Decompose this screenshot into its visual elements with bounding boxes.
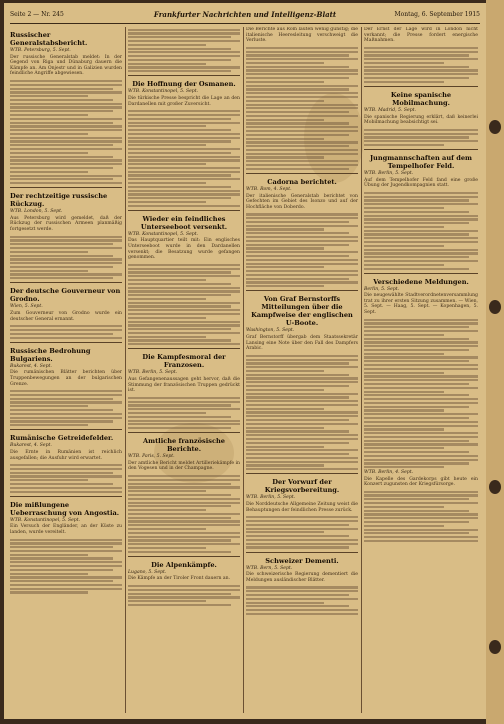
article-text: Die schweizerische Regierung dementiert die Meldungen ausländischer Blätter. — [246, 572, 358, 583]
text-filler — [364, 47, 478, 83]
article-byline: Bukarest, 4. Sept. — [10, 443, 52, 449]
article-separator — [246, 290, 358, 291]
text-filler — [364, 319, 478, 469]
article-separator — [128, 432, 240, 433]
article-byline: WTB. Berlin, 4. Sept. — [364, 469, 414, 475]
article-text: Graf Bernstorff übergab dem Staatssekretär Lansing eine Note über den Fall des Dampfers Arabic. — [246, 334, 358, 352]
article-separator — [364, 149, 478, 150]
article-text: Ein Versuch der Engländer, an der Küste zu landen, wurde vereitelt. — [10, 524, 122, 535]
column-1 — [10, 27, 122, 715]
text-filler — [10, 539, 122, 594]
article-title: Wieder ein feindliches Unterseeboot versenkt. — [140, 214, 228, 231]
article-text: Die neugewählte Stadtverordnetenversammlung trat zu ihrer ersten Sitzung zusammen. — Wien, 5. Sept. — Haag, 5. Sept. — Kopenhagen, 5. Sept. — [364, 293, 478, 316]
text-filler — [128, 110, 240, 207]
article-byline: WTB. London, 5. Sept. — [10, 209, 63, 215]
article-title: Schweizer Dementi. — [265, 556, 339, 565]
article-separator — [364, 86, 478, 87]
article-byline: WTB. Petersburg, 5. Sept. — [10, 48, 71, 53]
article-title: Russischer Generalstabsbericht. — [10, 31, 88, 47]
text-filler — [128, 475, 240, 553]
text-filler — [364, 491, 478, 542]
text-filler — [364, 129, 478, 146]
column-4 — [364, 27, 478, 715]
article-byline: Wien, 5. Sept. — [10, 304, 43, 310]
newspaper-page — [4, 3, 486, 719]
header-date: Montag, 6. September 1915 — [394, 11, 480, 18]
article-byline: WTB. Berlin, 5. Sept. — [128, 370, 178, 376]
article-byline: Bukarest, 4. Sept. — [10, 363, 52, 369]
column-rule — [243, 27, 244, 713]
article-title: Von Graf Bernstorffs Mitteilungen über die Kampfweise der englischen U-Boote. — [251, 295, 353, 328]
article-separator — [10, 342, 122, 343]
article-separator — [246, 473, 358, 474]
article-text: Die türkische Presse bespricht die Lage an den Dardanellen mit großer Zuversicht. — [128, 95, 240, 107]
article-byline: WTB. Konstantinopel, 5. Sept. — [128, 231, 199, 237]
article-byline: Lugano, 5. Sept. — [128, 569, 167, 575]
article-byline: WTB. Paris, 5. Sept. — [128, 454, 175, 460]
article-text: Die spanische Regierung erklärt, daß keinerlei Mobilmachung beabsichtigt sei. — [364, 114, 478, 126]
article-text: Der Ernst der Lage wird in London nicht verkannt; die Presse fordert energische Maßnahmen. — [364, 27, 478, 44]
text-filler — [246, 213, 358, 287]
article-separator — [10, 282, 122, 283]
article-title: Russische Bedrohung Bulgariens. — [10, 346, 91, 363]
article-separator — [128, 210, 240, 211]
article-title: Amtliche französische Berichte. — [143, 437, 225, 454]
article-title: Die Hoffnung der Osmanen. — [132, 80, 236, 89]
page-header — [10, 9, 480, 24]
binding-hole — [489, 120, 501, 134]
article-text: Auf dem Tempelhofer Feld fand eine große Übung der Jugendkompagnien statt. — [364, 177, 478, 189]
article-title: Rumänische Getreidefelder. — [10, 434, 114, 443]
article-title: Verschiedene Meldungen. — [373, 277, 469, 286]
article-text: Die Kämpfe an der Tiroler Front dauern an. — [128, 576, 231, 582]
article-text: Die Kapelle des Gardekorps gibt heute ein Konzert zugunsten der Kriegsfürsorge. — [364, 476, 478, 488]
article-title: Der deutsche Gouverneur von Grodno. — [10, 287, 121, 304]
article-separator — [246, 173, 358, 174]
text-filler — [128, 397, 240, 429]
article-text: Die Ernte in Rumänien ist reichlich ausgefallen; die Ausfuhr wird erwartet. — [10, 449, 122, 461]
article-text: Der italienische Generalstab berichtet von Gefechten im Gebiet des Isonzo und auf der Hochfläche von Doberdo. — [246, 193, 358, 210]
text-filler — [246, 516, 358, 548]
article-text: Die Norddeutsche Allgemeine Zeitung weist die Behauptungen der feindlichen Presse zurück. — [246, 501, 358, 513]
article-separator — [10, 187, 122, 188]
text-filler — [10, 236, 122, 280]
article-separator — [10, 429, 122, 430]
article-byline: WTB. Berlin, 5. Sept. — [246, 495, 296, 501]
article-byline: WTB. Bern, 5. Sept. — [246, 565, 293, 571]
text-filler — [10, 464, 122, 493]
article-title: Der Vorwurf der Kriegsvorbereitung. — [264, 478, 340, 495]
article-byline: WTB. Berlin, 5. Sept. — [364, 171, 414, 177]
article-title: Jungmannschaften auf dem Tempelhofer Feld. — [369, 154, 473, 171]
article-text: Der russische Generalstab meldet: In der Gegend von Riga und Dünaburg dauern die Kämpfe an. Am Onjestr und in Galizien wurden feindliche Angriffe abgewiesen. — [10, 54, 122, 77]
article-text: Die Berichte aus Rom lauten wenig günstig; die italienische Heeresleitung verschweigt die Verluste. — [246, 27, 358, 44]
binding-hole — [489, 640, 501, 654]
text-filler — [128, 585, 240, 606]
article-separator — [128, 75, 240, 76]
article-title: Cadorna berichtet. — [267, 177, 337, 186]
article-byline: WTB. Konstantinopel, 5. Sept. — [10, 517, 81, 523]
article-title: Die Alpenkämpfe. — [151, 560, 217, 569]
article-text: Zum Gouverneur von Grodno wurde ein deutscher General ernannt. — [10, 311, 122, 322]
text-filler — [10, 325, 122, 339]
article-separator — [10, 496, 122, 497]
article-byline: Berlin, 5. Sept. — [364, 286, 400, 292]
article-title: Der rechtzeitige russische Rückzug. — [10, 192, 108, 209]
text-filler — [246, 355, 358, 471]
text-filler — [128, 29, 240, 73]
article-text: Die rumänischen Blätter berichten über Truppenbewegungen an der bulgarischen Grenze. — [10, 370, 122, 387]
text-filler — [10, 390, 122, 426]
article-separator — [364, 273, 478, 274]
text-filler — [128, 264, 240, 346]
article-byline: WTB. Konstantinopel, 5. Sept. — [128, 89, 199, 95]
article-title: Die Kampfesmoral der Franzosen. — [142, 353, 226, 370]
article-text: Der amtliche Bericht meldet Artilleriekämpfe in den Vogesen und in der Champagne. — [128, 460, 240, 472]
article-title: Keine spanische Mobilmachung. — [390, 91, 452, 107]
newspaper-title: Frankfurter Nachrichten und Intelligenz-Blatt — [153, 10, 337, 19]
text-filler — [10, 80, 122, 184]
column-rule — [361, 27, 362, 713]
article-title: Die mißlungene Ueberraschung von Angostia. — [10, 500, 120, 517]
binding-hole — [489, 300, 501, 314]
article-text: Aus Gefangenenaussagen geht hervor, daß die Stimmung der französischen Truppen gedrückt ist. — [128, 377, 240, 394]
text-filler — [246, 47, 358, 170]
column-3 — [246, 27, 358, 715]
article-separator — [246, 552, 358, 553]
article-separator — [128, 348, 240, 349]
binding-hole — [489, 480, 501, 494]
text-filler — [246, 586, 358, 615]
column-rule — [125, 27, 126, 713]
article-separator — [128, 556, 240, 557]
text-filler — [364, 192, 478, 270]
column-2 — [128, 27, 240, 715]
article-byline: WTB. Madrid, 5. Sept. — [364, 108, 416, 113]
article-byline: Washington, 5. Sept. — [246, 328, 295, 334]
binding-margin — [486, 0, 504, 724]
article-byline: WTB. Rom, 4. Sept. — [246, 186, 292, 192]
article-text: Das Hauptquartier teilt mit: Ein englisches Unterseeboot wurde in den Dardanellen versenkt; die Besatzung wurde gefangen genommen. — [128, 238, 240, 261]
header-page-number: Seite 2 — Nr. 245 — [10, 11, 64, 18]
article-text: Aus Petersburg wird gemeldet, daß der Rückzug der russischen Armeen planmäßig fortgesetzt werde. — [10, 215, 122, 233]
